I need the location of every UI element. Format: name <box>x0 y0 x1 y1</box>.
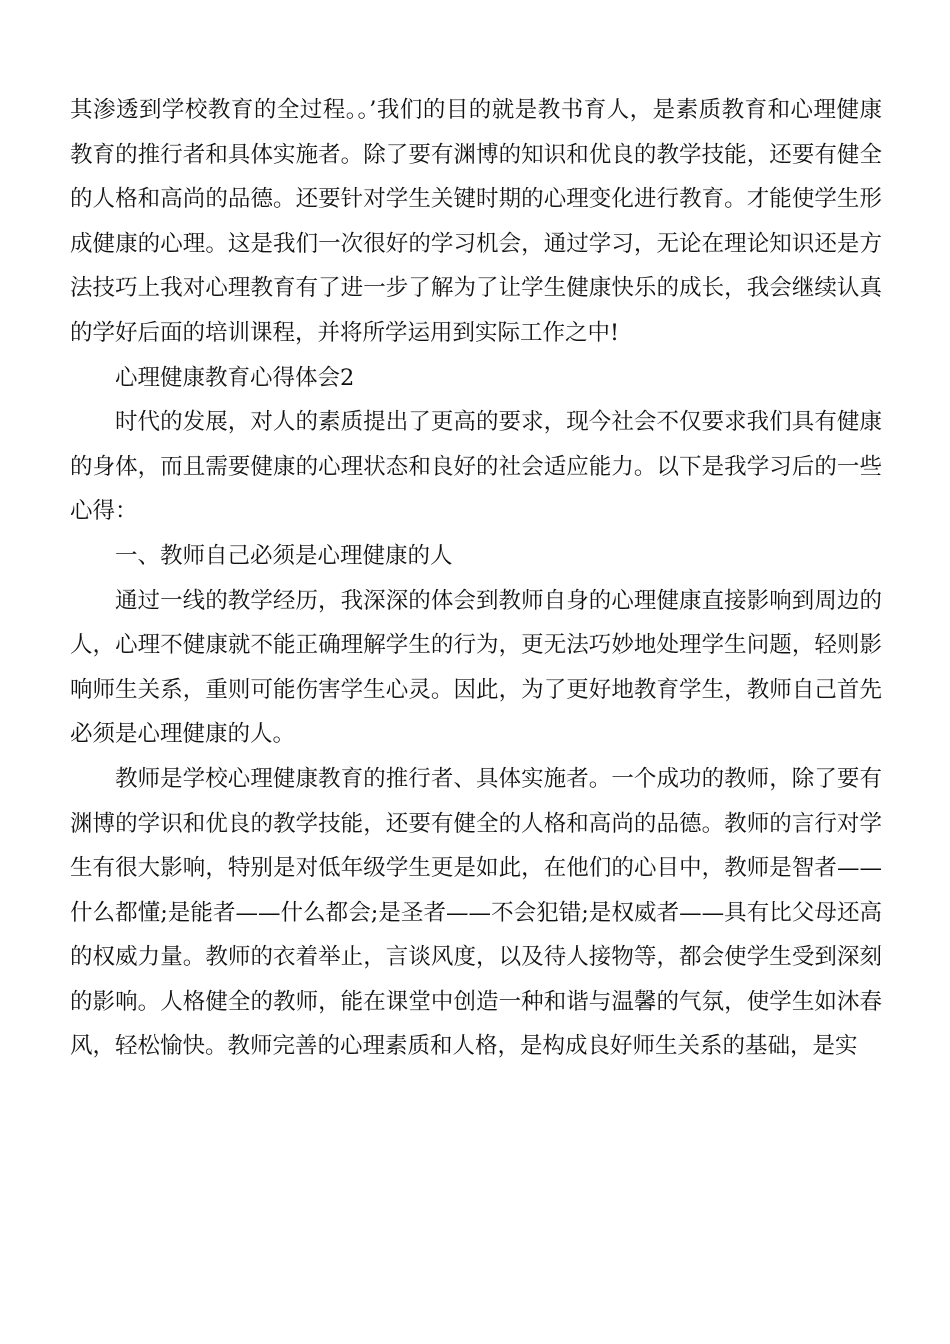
paragraph-teaching-experience: 通过一线的教学经历，我深深的体会到教师自身的心理健康直接影响到周边的人，心理不健康就不能正确理解学生的行为，更无法巧妙地处理学生问题，轻则影响师生关系，重则可能伤害学生心灵。因此，为了更好地教育学生，教师自己首先必须是心理健康的人。 <box>70 587 882 748</box>
paragraph-intro-continuation: 其渗透到学校教育的全过程。。’我们的目的就是教书育人，是素质教育和心理健康教育的推行者和具体实施者。除了要有渊博的知识和优良的教学技能，还要有健全的人格和高尚的品德。还要针对学生关键时期的心理变化进行教育。才能使学生形成健康的心理。这是我们一次很好的学习机会，通过学习，无论在理论知识还是方法技巧上我对心理教育有了进一步了解为了让学生健康快乐的成长，我会继续认真的学好后面的培训课程，并将所学运用到实际工作之中! <box>70 97 882 346</box>
subheading-point-one: 一、教师自己必须是心理健康的人 <box>115 542 453 569</box>
section-heading: 心理健康教育心得体会2 <box>115 364 355 391</box>
paragraph-teacher-role: 教师是学校心理健康教育的推行者、具体实施者。一个成功的教师，除了要有渊博的学识和优良的教学技能，还要有健全的人格和高尚的品德。教师的言行对学生有很大影响，特别是对低年级学生更是如此，在他们的心目中，教师是智者——什么都懂;是能者——什么都会;是圣者——不会犯错;是权威者——具有比父母还高的权威力量。教师的衣着举止，言谈风度，以及待人接物等，都会使学生受到深刻的影响。人格健全的教师，能在课堂中创造一种和谐与温馨的气氛，使学生如沐春风，轻松愉快。教师完善的心理素质和人格，是构成良好师生关系的基础，是实 <box>70 765 882 1060</box>
document-body <box>70 88 882 1069</box>
paragraph-times-development: 时代的发展，对人的素质提出了更高的要求，现今社会不仅要求我们具有健康的身体，而且需要健康的心理状态和良好的社会适应能力。以下是我学习后的一些心得： <box>70 409 882 525</box>
